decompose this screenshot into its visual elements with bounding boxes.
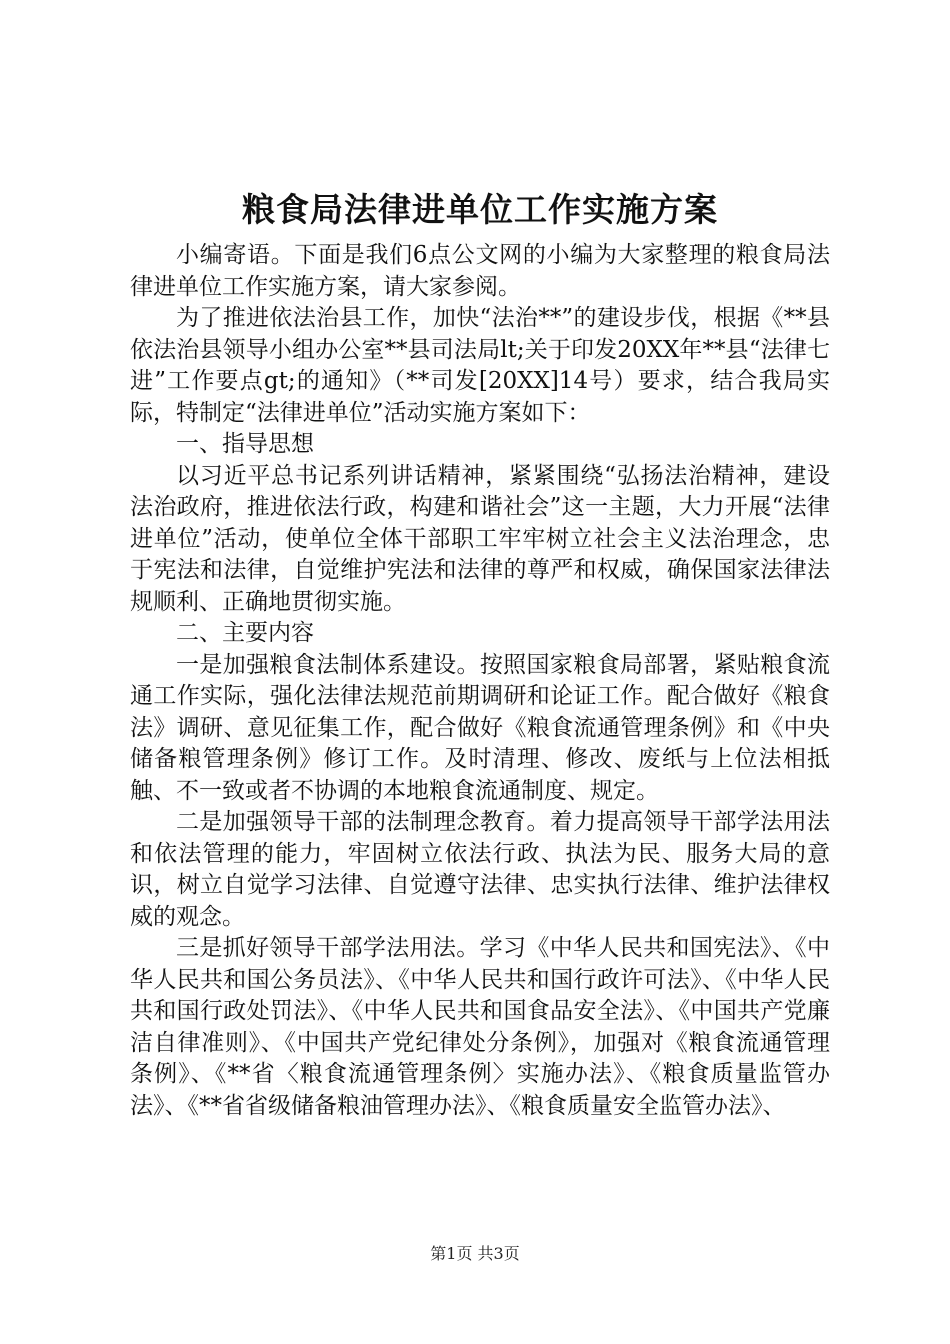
section-heading-guiding-thought: 一、指导思想 xyxy=(176,431,314,457)
paragraph-item-one: 一是加强粮食法制体系建设。按照国家粮食局部署，紧贴粮食流通工作实际，强化法律法规范前期调研和论证工作。配合做好《粮食法》调研、意见征集工作，配合做好《粮食流通管理条例》和《中央储备粮管理条例》修订工作。及时清理、修改、废纸与上位法相抵触、不一致或者不协调的本地粮食流通制度、规定。 xyxy=(130,651,830,804)
document-body xyxy=(130,240,830,1122)
document-title: 粮食局法律进单位工作实施方案 xyxy=(242,190,718,229)
paragraph-purpose: 为了推进依法治县工作，加快“法治**”的建设步伐，根据《**县依法治县领导小组办公室**县司法局lt;关于印发20XX年**县“法律七进”工作要点gt;的通知》（**司发[20XX]14号）要求，结合我局实际，特制定“法律进单位”活动实施方案如下： xyxy=(130,305,830,426)
paragraph-item-three: 三是抓好领导干部学法用法。学习《中华人民共和国宪法》、《中华人民共和国公务员法》、《中华人民共和国行政许可法》、《中华人民共和国行政处罚法》、《中华人民共和国食品安全法》、《中国共产党廉洁自律准则》、《中国共产党纪律处分条例》，加强对《粮食流通管理条例》、《**省〈粮食流通管理条例〉实施办法》、《粮食质量监管办法》、《**省省级储备粮油管理办法》、《粮食质量安全监管办法》、 xyxy=(130,935,830,1119)
page-footer: 第1页 共3页 xyxy=(430,1244,520,1263)
paragraph-guiding-thought: 以习近平总书记系列讲话精神，紧紧围绕“弘扬法治精神，建设法治政府，推进依法行政，构建和谐社会”这一主题，大力开展“法律进单位”活动，使单位全体干部职工牢牢树立社会主义法治理念，忠于宪法和法律，自觉维护宪法和法律的尊严和权威，确保国家法律法规顺利、正确地贯彻实施。 xyxy=(130,462,830,615)
document-page xyxy=(130,180,830,1122)
paragraph-item-two: 二是加强领导干部的法制理念教育。着力提高领导干部学法用法和依法管理的能力，牢固树立依法行政、执法为民、服务大局的意识，树立自觉学习法律、自觉遵守法律、忠实执行法律、维护法律权威的观念。 xyxy=(130,809,830,930)
paragraph-intro: 小编寄语。下面是我们6点公文网的小编为大家整理的粮食局法律进单位工作实施方案，请大家参阅。 xyxy=(130,242,830,300)
section-heading-main-content: 二、主要内容 xyxy=(176,620,314,646)
